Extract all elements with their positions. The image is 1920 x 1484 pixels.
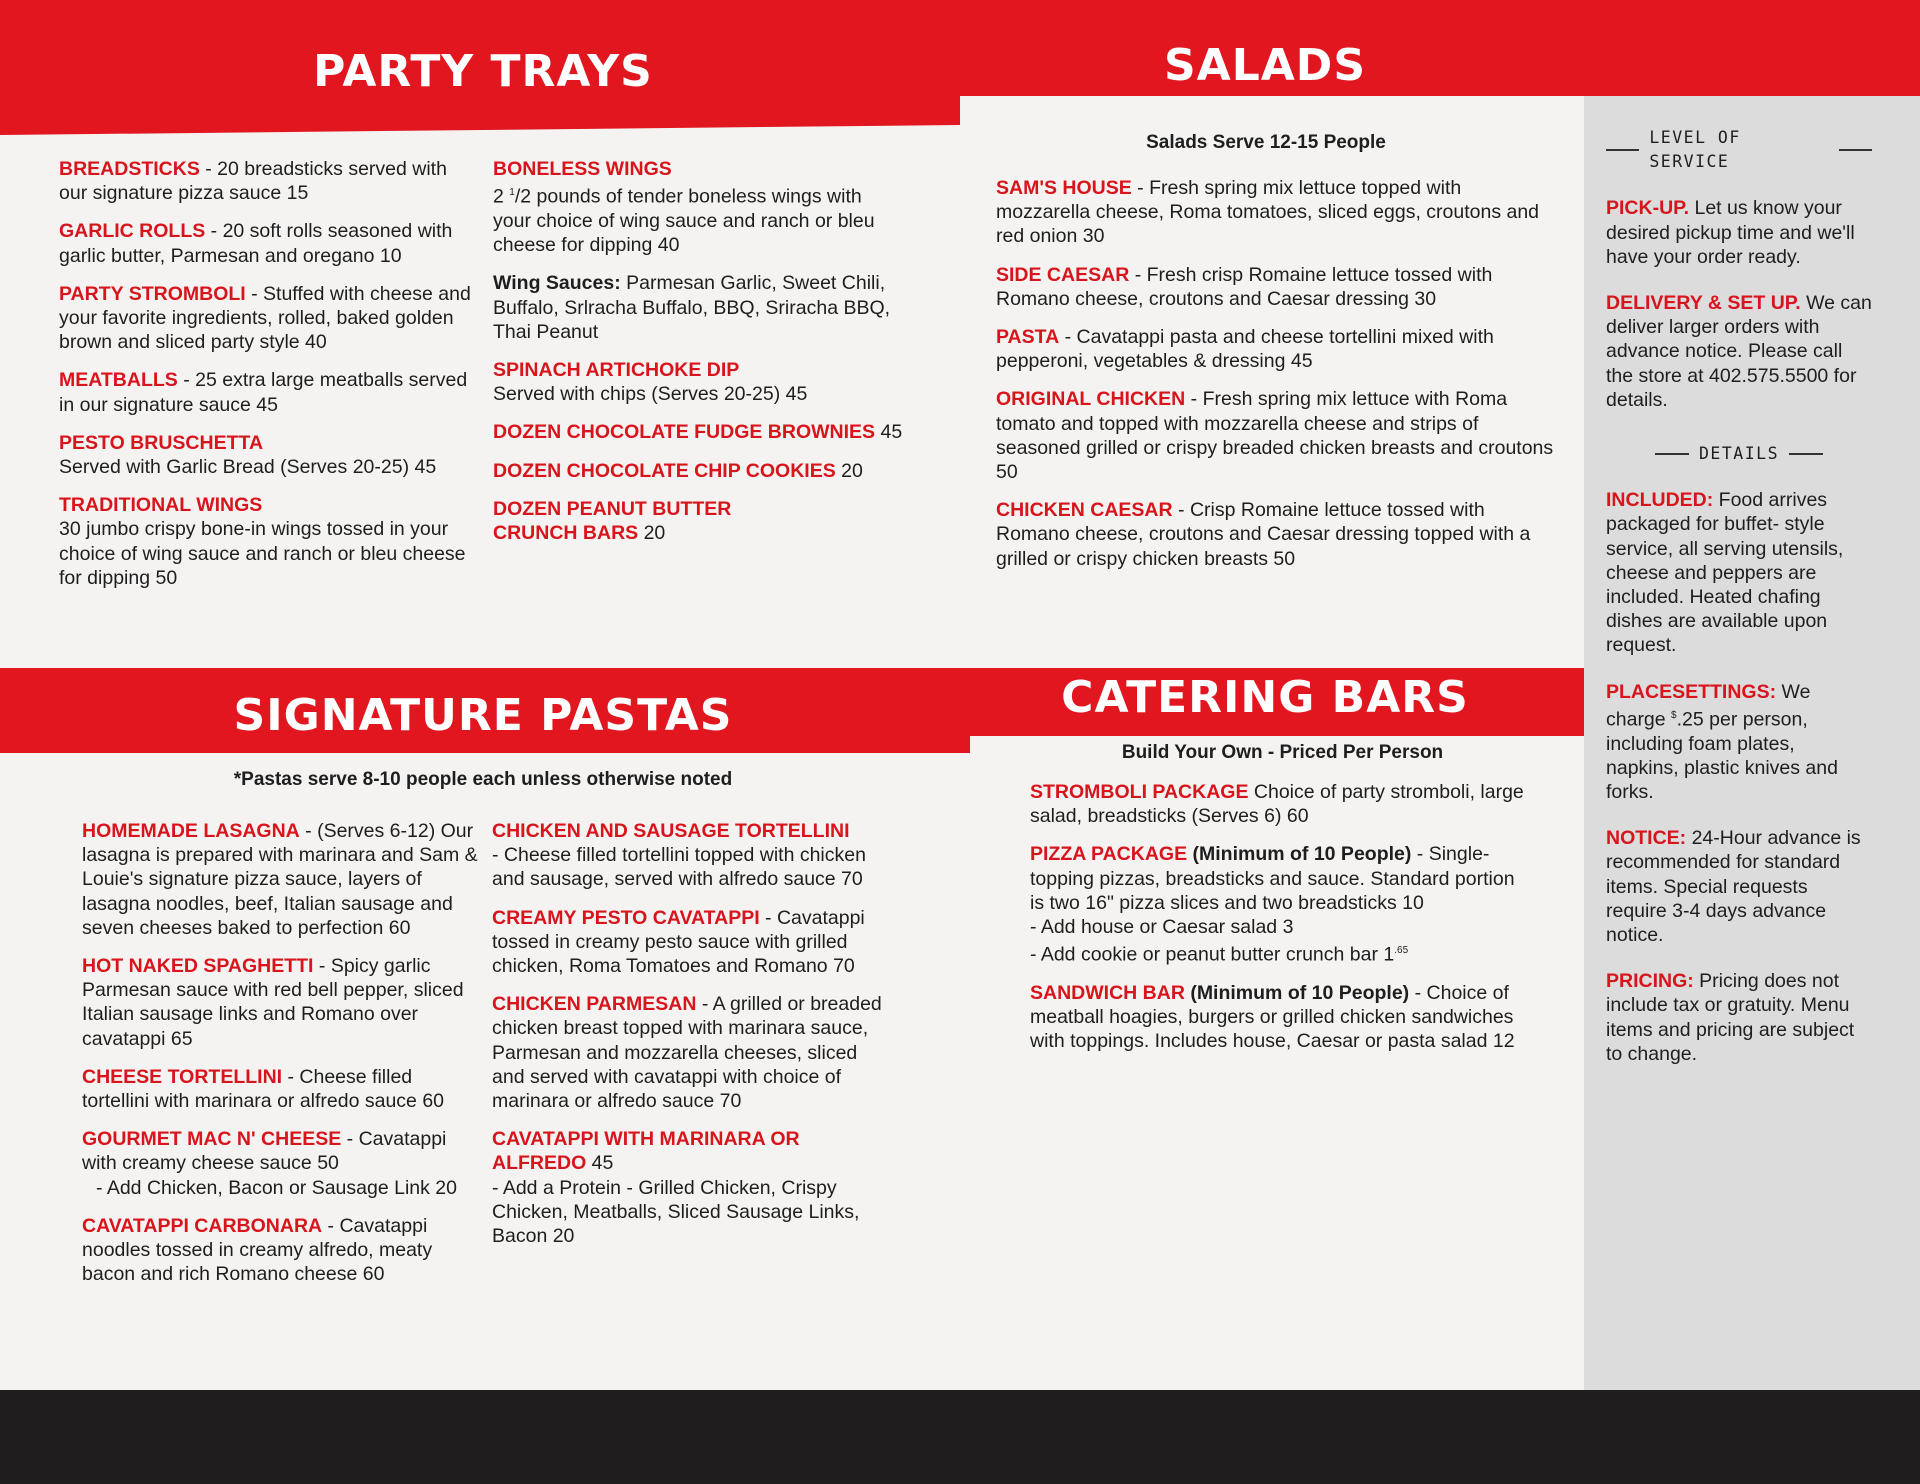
- fraction-sup: 1: [509, 187, 515, 199]
- menu-item-garlic-rolls: [59, 219, 479, 267]
- item-desc: Served with Garlic Bread (Serves 20-25) 45: [59, 456, 437, 479]
- signature-pastas-title: SIGNATURE PASTAS: [233, 690, 733, 741]
- menu-item-chicken-caesar: [996, 498, 1556, 571]
- item-name: SIDE CAESAR: [996, 263, 1130, 286]
- menu-item-pesto-bruschetta: [59, 431, 479, 479]
- wing-sauces-list: Parmesan Garlic, Sweet Chili, Buffalo, Srlracha Buffalo, BBQ, Sriracha BBQ, Thai Peanut: [493, 272, 891, 343]
- menu-item-homemade-lasagna: [82, 819, 482, 940]
- item-name: SANDWICH BAR: [1030, 981, 1185, 1004]
- item-desc: Served with chips (Serves 20-25) 45: [493, 383, 808, 406]
- item-price: 20: [835, 459, 863, 482]
- menu-item-meatballs: [59, 368, 479, 416]
- footer-bar: [0, 1390, 1920, 1484]
- item-name: CAVATAPPI CARBONARA: [82, 1214, 323, 1237]
- item-price: 45: [586, 1152, 614, 1175]
- menu-item-crunch-bars: [493, 497, 753, 545]
- item-desc: - Cheese filled tortellini topped with chicken and sausage, served with alfredo sauce 70: [492, 844, 866, 891]
- item-name: PASTA: [996, 326, 1060, 349]
- party-trays-title: PARTY TRAYS: [313, 46, 653, 97]
- detail-desc: We charge: [1606, 680, 1811, 731]
- item-addon: - Add house or Caesar salad 3: [1030, 916, 1294, 939]
- item-desc: - Choice of meatball hoagies, burgers or grilled chicken sandwiches with toppings. Includes house, Caesar or pasta salad 12: [1030, 981, 1515, 1053]
- menu-item-boneless-wings: [493, 157, 903, 257]
- item-name: CHICKEN AND SAUSAGE TORTELLINI: [492, 820, 850, 842]
- menu-item-gourmet-mac: [82, 1127, 482, 1200]
- item-name: HOT NAKED SPAGHETTI: [82, 955, 314, 978]
- dollar-sup: $: [1671, 709, 1677, 721]
- detail-pricing: [1606, 969, 1872, 1066]
- salads-subtitle: Salads Serve 12-15 People: [1146, 132, 1386, 153]
- item-name: DOZEN CHOCOLATE FUDGE BROWNIES: [493, 421, 876, 444]
- menu-item-original-chicken: [996, 387, 1556, 484]
- item-desc: - Cavatappi pasta and cheese tortellini mixed with pepperoni, vegetables & dressing 45: [996, 326, 1494, 373]
- item-name: TRADITIONAL WINGS: [59, 494, 263, 517]
- item-name: CAVATAPPI WITH MARINARA OR ALFREDO: [492, 1128, 800, 1175]
- pastas-column-1: [82, 819, 482, 1300]
- item-addon: - Add a Protein - Grilled Chicken, Crispy Chicken, Meatballs, Sliced Sausage Links, Bacon 20: [492, 1176, 860, 1248]
- sidebar-content: [1606, 126, 1872, 1088]
- item-desc: - Single-topping pizzas, breadsticks and sauce. Standard portion is two 16" pizza slices and two breadsticks 10: [1030, 843, 1515, 914]
- item-name: CHICKEN PARMESAN: [492, 993, 697, 1016]
- wing-sauces-note: [493, 271, 903, 344]
- item-desc: - A grilled or breaded chicken breast topped with marinara sauce, Parmesan and mozzarella cheeses, sliced and served with cavatappi with choice of marinara or alfredo sauce 70: [492, 993, 882, 1113]
- item-desc: 30 jumbo crispy bone-in wings tossed in your choice of wing sauce and ranch or bleu cheese for dipping 50: [59, 518, 466, 589]
- heading-text: DETAILS: [1698, 444, 1780, 464]
- menu-item-hot-naked-spaghetti: [82, 954, 482, 1051]
- menu-item-spinach-artichoke-dip: [493, 358, 903, 406]
- item-name: BREADSTICKS: [59, 158, 206, 180]
- detail-included: [1606, 488, 1872, 657]
- item-name: PIZZA PACKAGE: [1030, 843, 1188, 866]
- menu-item-sams-house: [996, 176, 1556, 249]
- menu-item-pizza-package: [1030, 842, 1530, 967]
- item-desc: [493, 181, 903, 257]
- service-name: PICK-UP.: [1606, 197, 1690, 220]
- item-desc: - Fresh crisp Romaine lettuce tossed with Romano cheese, croutons and Caesar dressing 30: [996, 263, 1493, 310]
- item-name: HOMEMADE LASAGNA: [82, 820, 300, 842]
- detail-desc: Pricing does not include tax or gratuity. Menu items and pricing are subject to change.: [1606, 970, 1855, 1065]
- item-price: 45: [875, 421, 903, 444]
- service-delivery: [1606, 291, 1872, 412]
- detail-placesettings: [1606, 680, 1872, 805]
- item-name: CHEESE TORTELLINI: [82, 1065, 283, 1088]
- catering-list: [1030, 780, 1530, 1068]
- divider: [1606, 149, 1639, 151]
- detail-notice: [1606, 826, 1872, 947]
- service-name: DELIVERY & SET UP.: [1606, 292, 1801, 315]
- desc-part: /2 pounds of tender boneless wings with your choice of wing sauce and ranch or bleu cheese for dipping 40: [493, 185, 875, 257]
- pastas-subtitle: *Pastas serve 8-10 people each unless otherwise noted: [233, 769, 733, 790]
- item-name: DOZEN PEANUT BUTTER CRUNCH BARS: [493, 497, 732, 544]
- detail-name: INCLUDED:: [1606, 489, 1714, 512]
- item-desc: - 25 extra large meatballs served in our signature sauce 45: [59, 369, 468, 416]
- item-desc: - (Serves 6-12) Our lasagna is prepared with marinara and Sam & Louie's signature pizza sauce, layers of lasagna noodles, beef, Italian sausage and seven cheeses baked to perfection 60: [82, 820, 478, 939]
- item-desc: - Fresh spring mix lettuce topped with mozzarella cheese, Roma tomatoes, sliced eggs, croutons and red onion 30: [996, 177, 1540, 248]
- heading-text: LEVEL OF SERVICE: [1649, 128, 1741, 172]
- item-desc: - Cavatappi tossed in creamy pesto sauce with grilled chicken, Roma Tomatoes and Romano 70: [492, 906, 865, 978]
- menu-item-traditional-wings: [59, 493, 479, 590]
- catering-subtitle: Build Your Own - Priced Per Person: [1121, 742, 1444, 763]
- desc-part: 2: [493, 185, 510, 208]
- salads-list: [996, 176, 1556, 585]
- item-name: CREAMY PESTO CAVATAPPI: [492, 906, 760, 929]
- menu-item-cheese-tortellini: [82, 1065, 482, 1113]
- item-addon: - Add Chicken, Bacon or Sausage Link 20: [96, 1176, 457, 1199]
- wing-sauces-label: Wing Sauces:: [493, 272, 621, 295]
- divider: [1789, 453, 1823, 455]
- pastas-column-2: [492, 819, 892, 1262]
- item-desc: Choice of party stromboli, large salad, breadsticks (Serves 6) 60: [1030, 781, 1524, 828]
- detail-desc: .25 per person, including foam plates, napkins, plastic knives and forks.: [1606, 708, 1838, 803]
- menu-item-chicken-sausage-tortellini: [492, 819, 892, 892]
- item-minimum: (Minimum of 10 People): [1187, 843, 1412, 866]
- menu-item-sandwich-bar: [1030, 981, 1530, 1054]
- service-desc: Let us know your desired pickup time and we'll have your order ready.: [1606, 197, 1855, 268]
- menu-item-brownies: [493, 420, 903, 444]
- item-desc: - Cheese filled tortellini with marinara or alfredo sauce 60: [82, 1065, 445, 1113]
- menu-item-breadsticks: [59, 157, 479, 205]
- party-trays-column-2: [493, 157, 903, 559]
- item-desc: - 20 breadsticks served with our signature pizza sauce 15: [59, 158, 447, 205]
- catering-bars-title: CATERING BARS: [1061, 672, 1469, 723]
- service-desc: We can deliver larger orders with advance notice. Please call the store at 402.575.5500 for details.: [1606, 292, 1872, 411]
- detail-desc: 24-Hour advance is recommended for standard items. Special requests require 3-4 days advance notice.: [1606, 827, 1861, 946]
- details-heading: [1606, 442, 1872, 466]
- item-desc: - Fresh spring mix lettuce with Roma tomato and topped with mozzarella cheese and strips of seasoned grilled or crispy breaded chicken breasts and croutons 50: [996, 388, 1554, 484]
- item-desc: - Spicy garlic Parmesan sauce with red bell pepper, sliced Italian sausage links and Romano over cavatappi 65: [82, 955, 464, 1050]
- item-name: ORIGINAL CHICKEN: [996, 388, 1186, 411]
- menu-item-creamy-pesto-cavatappi: [492, 906, 892, 979]
- menu-item-cavatappi-carbonara: [82, 1214, 482, 1287]
- menu-item-party-stromboli: [59, 282, 479, 355]
- item-desc: - Crisp Romaine lettuce tossed with Romano cheese, croutons and Caesar dressing topped with a grilled or crispy chicken breasts 50: [996, 499, 1531, 570]
- item-price: 20: [638, 521, 666, 544]
- price-sup: .65: [1394, 945, 1409, 957]
- item-name: DOZEN CHOCOLATE CHIP COOKIES: [493, 459, 836, 482]
- menu-item-stromboli-package: [1030, 780, 1530, 828]
- menu-item-chicken-parmesan: [492, 992, 892, 1113]
- service-pickup: [1606, 196, 1872, 269]
- item-desc: - Cavatappi with creamy cheese sauce 50: [82, 1128, 447, 1175]
- menu-item-side-caesar: [996, 263, 1556, 311]
- menu-item-pasta-salad: [996, 325, 1556, 373]
- menu-item-cavatappi-marinara-alfredo: [492, 1127, 892, 1248]
- item-name: SAM'S HOUSE: [996, 177, 1132, 199]
- party-trays-column-1: [59, 157, 479, 604]
- item-name: CHICKEN CAESAR: [996, 499, 1173, 522]
- item-name: PARTY STROMBOLI: [59, 282, 246, 305]
- addon-text: - Add cookie or peanut butter crunch bar 1: [1030, 943, 1395, 966]
- detail-desc: Food arrives packaged for buffet- style service, all serving utensils, cheese and peppers are included. Heated chafing dishes are available upon request.: [1606, 489, 1844, 657]
- item-desc: - Stuffed with cheese and your favorite ingredients, rolled, baked golden brown and sliced party style 40: [59, 282, 471, 354]
- item-desc: - Cavatappi noodles tossed in creamy alfredo, meaty bacon and rich Romano cheese 60: [82, 1214, 433, 1286]
- salads-title: SALADS: [1163, 40, 1367, 91]
- item-addon-2: [1030, 939, 1530, 967]
- item-desc: - 20 soft rolls seasoned with garlic butter, Parmesan and oregano 10: [59, 220, 453, 267]
- detail-name: NOTICE:: [1606, 827, 1687, 850]
- menu-item-cookies: [493, 459, 903, 483]
- item-name: BONELESS WINGS: [493, 158, 672, 180]
- item-name: SPINACH ARTICHOKE DIP: [493, 358, 740, 381]
- item-name: STROMBOLI PACKAGE: [1030, 781, 1249, 803]
- item-name: GOURMET MAC N' CHEESE: [82, 1128, 342, 1151]
- divider: [1655, 453, 1689, 455]
- item-name: PESTO BRUSCHETTA: [59, 431, 264, 454]
- item-name: GARLIC ROLLS: [59, 220, 206, 243]
- item-minimum: (Minimum of 10 People): [1184, 981, 1410, 1004]
- item-name: MEATBALLS: [59, 369, 178, 392]
- detail-name: PLACESETTINGS:: [1606, 680, 1777, 703]
- level-of-service-heading: [1606, 126, 1872, 174]
- detail-name: PRICING:: [1606, 970, 1694, 993]
- divider: [1839, 149, 1872, 151]
